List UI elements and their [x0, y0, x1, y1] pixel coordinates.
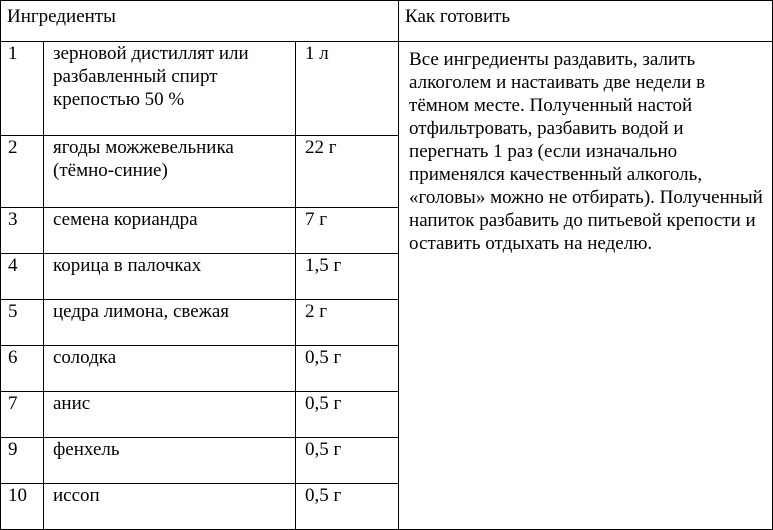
ingredient-name: корица в палочках: [44, 254, 296, 300]
ingredient-name: цедра лимона, свежая: [44, 300, 296, 346]
method-header: Как готовить: [399, 1, 773, 42]
ingredient-name: солодка: [44, 346, 296, 392]
ingredient-quantity: 0,5 г: [296, 346, 399, 392]
row-number: 4: [1, 254, 44, 300]
ingredient-quantity: 1 л: [296, 42, 399, 136]
row-number: 7: [1, 392, 44, 438]
ingredient-name: ягоды можжевельника (тёмно-синие): [44, 136, 296, 208]
ingredient-name: фенхель: [44, 438, 296, 484]
ingredient-quantity: 0,5 г: [296, 438, 399, 484]
method-text: Все ингредиенты раздавить, залить алкоголем и настаивать две недели в тёмном месте. Полученный настой отфильтровать, разбавить водой и перегнать 1 раз (если изначально применялся качественный алкоголь, «головы» можно не отбирать). Полученный напиток разбавить до питьевой крепости и оставить отдыхать на неделю.: [399, 42, 773, 530]
ingredient-quantity: 22 г: [296, 136, 399, 208]
ingredient-name: анис: [44, 392, 296, 438]
table-row: [1, 42, 773, 136]
row-number: 3: [1, 208, 44, 254]
ingredient-name: иссоп: [44, 484, 296, 530]
row-number: 6: [1, 346, 44, 392]
row-number: 1: [1, 42, 44, 136]
ingredient-quantity: 0,5 г: [296, 484, 399, 530]
row-number: 9: [1, 438, 44, 484]
row-number: 5: [1, 300, 44, 346]
table-header-row: [1, 1, 773, 42]
ingredient-name: семена кориандра: [44, 208, 296, 254]
row-number: 2: [1, 136, 44, 208]
row-number: 10: [1, 484, 44, 530]
ingredient-name: зерновой дистиллят или разбавленный спирт крепостью 50 %: [44, 42, 296, 136]
ingredient-quantity: 0,5 г: [296, 392, 399, 438]
ingredient-quantity: 1,5 г: [296, 254, 399, 300]
ingredients-header: Ингредиенты: [1, 1, 399, 42]
ingredient-quantity: 7 г: [296, 208, 399, 254]
ingredient-quantity: 2 г: [296, 300, 399, 346]
